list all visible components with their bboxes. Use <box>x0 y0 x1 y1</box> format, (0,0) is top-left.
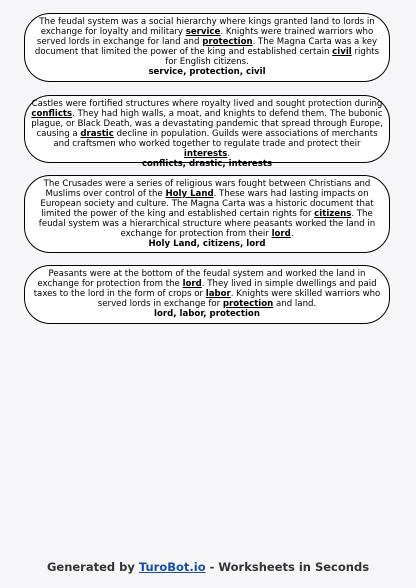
passage-text: The Crusades were a series of religious wars fought between Christians and Muslims over control of the Holy Land. These wars had lasting impacts on European society and culture. The Magna Carta was a historic document that limited the power of the king and established certain rights for citizens. The feudal system was a hierarchical structure where peasants worked the land in exchange for protection from their lord. <box>38 179 376 239</box>
passage-card-2 <box>24 95 390 169</box>
answer-word: lord <box>271 229 291 239</box>
turobot-link[interactable]: TuroBot.io <box>138 560 206 574</box>
answer-key: lord, labor, protection <box>154 309 260 319</box>
passage-card-3 <box>24 175 390 253</box>
passage-text: The feudal system was a social hierarchy where kings granted land to lords in exchange for loyalty and military service. Knights were trained warriors who served lords in exchange for land and protection. The Magna Carta was a key document that limited the power of the king and established certain civil rights for English citizens. <box>34 17 380 67</box>
answer-word: drastic <box>80 129 114 139</box>
answer-word: citizens <box>314 209 352 219</box>
footer-prefix: Generated by <box>46 560 139 574</box>
answer-word: lord <box>182 279 202 289</box>
answer-word: protection <box>202 37 253 47</box>
answer-word: labor <box>205 289 231 299</box>
answer-key: Holy Land, citizens, lord <box>148 239 266 249</box>
passage-text: Peasants were at the bottom of the feudal system and worked the land in exchange for protection from the lord. They lived in simple dwellings and paid taxes to the lord in the form of crops or labor. Knights were skilled warriors who served lords in exchange for protection and land. <box>33 269 381 309</box>
footer <box>0 560 416 574</box>
passage-text: Castles were fortified structures where royalty lived and sought protection during conflicts. They had high walls, a moat, and knights to defend them. The bubonic plague, or Black Death, was a devastating pandemic that spread through Europe, causing a drastic decline in population. Guilds were associations of merchants and craftsmen who worked together to regulate trade and protect their interests. <box>31 99 383 159</box>
answer-key: conflicts, drastic, interests <box>141 159 273 169</box>
answer-word: civil <box>332 47 352 57</box>
passage-card-4 <box>24 265 390 324</box>
answer-word: service <box>185 27 221 37</box>
answer-word: protection <box>222 299 274 309</box>
answer-word: Holy Land <box>165 189 214 199</box>
passage-card-1 <box>24 13 390 82</box>
answer-word: interests <box>183 149 228 159</box>
answer-word: conflicts <box>31 109 73 119</box>
answer-key: service, protection, civil <box>148 67 266 77</box>
footer-suffix: - Worksheets in Seconds <box>205 560 370 574</box>
